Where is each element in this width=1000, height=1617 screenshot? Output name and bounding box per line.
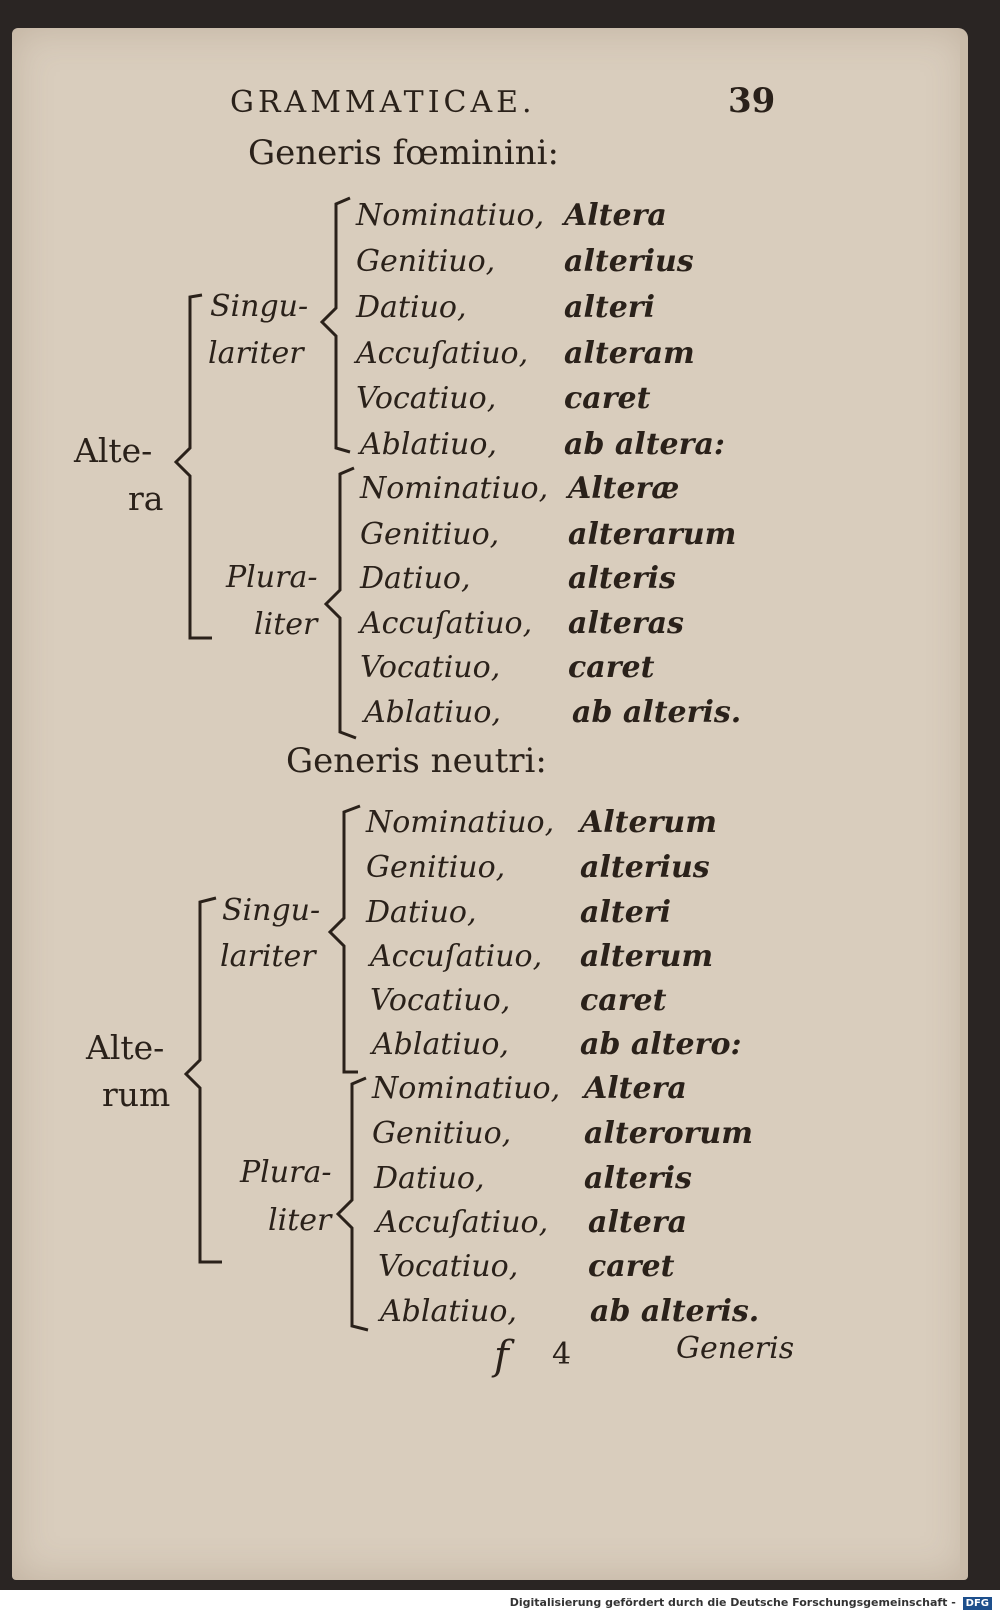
signature-number: 4 (552, 1337, 572, 1372)
number-label-line2: lariter (220, 939, 316, 974)
case-form: alterorum (584, 1116, 753, 1151)
case-name: Genitiuo, (360, 517, 500, 552)
case-name: Datiuo, (356, 290, 467, 325)
running-head: GRAMMATICAE. (230, 85, 536, 120)
inner-brace (338, 1078, 368, 1330)
case-form: ab altero: (580, 1027, 742, 1062)
case-form: alterarum (568, 517, 737, 552)
case-form: caret (588, 1249, 675, 1284)
case-name: Genitiuo, (356, 244, 496, 279)
catchword: Generis (676, 1331, 795, 1366)
lemma-line2: ra (128, 479, 164, 518)
case-name: Accuſatiuo, (360, 606, 533, 641)
case-name: Accuſatiuo, (370, 939, 543, 974)
case-form: alteris (568, 561, 676, 596)
case-name: Nominatiuo, (372, 1071, 561, 1106)
case-name: Nominatiuo, (366, 805, 555, 840)
inner-brace (326, 468, 356, 738)
case-form: altera (588, 1205, 688, 1240)
signature-mark: f (494, 1333, 509, 1379)
case-name: Ablatiuo, (360, 427, 497, 462)
lemma-line1: Alte- (86, 1028, 165, 1067)
case-name: Vocatiuo, (370, 983, 511, 1018)
digitization-credit (510, 1596, 992, 1610)
case-name: Accuſatiuo, (376, 1205, 549, 1240)
section-heading: Generis fœminini: (248, 133, 559, 173)
case-form: Alteræ (568, 471, 680, 506)
case-form: alteri (564, 290, 655, 325)
case-form: ab altera: (564, 427, 725, 462)
case-form: caret (580, 983, 667, 1018)
case-form: caret (564, 381, 651, 416)
outer-brace (176, 295, 212, 638)
case-name: Vocatiuo, (378, 1249, 519, 1284)
case-form: alterius (564, 244, 694, 279)
case-form: Altera (564, 198, 667, 233)
case-form: alteri (580, 895, 671, 930)
case-form: alterum (580, 939, 714, 974)
case-form: alteris (584, 1161, 692, 1196)
case-name: Datiuo, (366, 895, 477, 930)
case-name: Genitiuo, (372, 1116, 512, 1151)
case-form: ab alteris. (590, 1294, 760, 1329)
case-form: alterius (580, 850, 710, 885)
case-form: Alterum (580, 805, 717, 840)
lemma-line1: Alte- (74, 431, 153, 470)
case-form: Altera (584, 1071, 687, 1106)
case-name: Nominatiuo, (356, 198, 545, 233)
inner-brace (322, 198, 350, 452)
lemma-line2: rum (102, 1075, 171, 1114)
case-name: Vocatiuo, (356, 381, 497, 416)
case-form: caret (568, 650, 655, 685)
case-form: alteras (568, 606, 684, 641)
case-name: Ablatiuo, (380, 1294, 517, 1329)
number-label-line1: Singu- (210, 289, 309, 324)
case-name: Accuſatiuo, (356, 336, 529, 371)
case-name: Datiuo, (360, 561, 471, 596)
dfg-logo-icon: DFG (963, 1597, 992, 1610)
case-name: Ablatiuo, (364, 695, 501, 730)
case-name: Nominatiuo, (360, 471, 549, 506)
credit-text: Digitalisierung gefördert durch die Deutsche Forschungsgemeinschaft - (509, 1596, 956, 1609)
case-name: Vocatiuo, (360, 650, 501, 685)
number-label-line2: liter (268, 1203, 332, 1238)
outer-brace (186, 898, 222, 1262)
case-name: Ablatiuo, (372, 1027, 509, 1062)
number-label-line1: Plura- (226, 560, 318, 595)
inner-brace (330, 806, 360, 1072)
number-label-line2: liter (254, 607, 318, 642)
number-label-line2: lariter (208, 336, 304, 371)
section-heading: Generis neutri: (286, 741, 547, 781)
number-label-line1: Singu- (222, 893, 321, 928)
case-name: Datiuo, (374, 1161, 485, 1196)
case-name: Genitiuo, (366, 850, 506, 885)
number-label-line1: Plura- (240, 1155, 332, 1190)
folio: 39 (728, 81, 776, 121)
case-form: alteram (564, 336, 695, 371)
case-form: ab alteris. (572, 695, 742, 730)
